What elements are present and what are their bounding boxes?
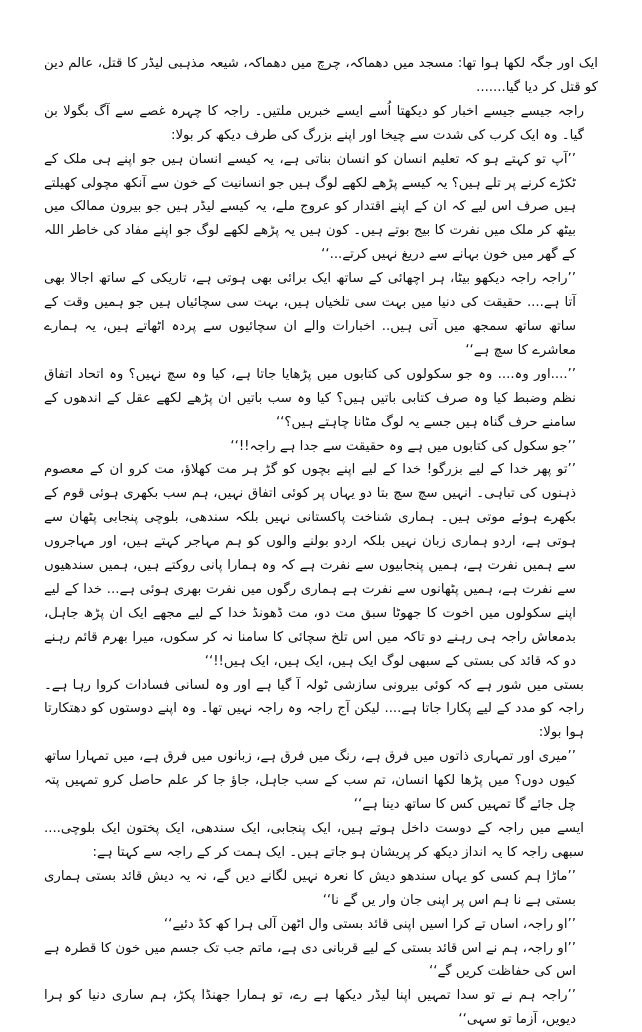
paragraph-town-noise: بستی میں شور ہے کہ کوئی بیرونی سازشی ٹولہ آ گیا ہے اور وہ لسانی فسادات کروا رہا ہے۔ راجہ کو مدد کے لیے پکارا جاتا ہے.... لیکن آج راجہ وہ راجہ نہیں تھا۔ وہ اپنے دوستوں کو دھتکارتا ہوا بولا: bbox=[44, 677, 584, 741]
urdu-text-body bbox=[44, 52, 598, 1032]
quote-punjabi-friend: ’’او راجہ، اساں تے کرا اسیں اپنی قائد بستی وال اٹھن آلی ہرا کھ کڈ دئیے‘‘ bbox=[163, 916, 576, 932]
quote-pashtun-friend: ’’ماڑا ہم کسی کو یہاں سندھو دیش کا نعرہ نہیں لگانے دیں گے، نہ یہ دیش قائد بستی ہماری بستی ہے نا ہم اس پر اپنی جان وار یں گے نا‘‘ bbox=[44, 868, 576, 908]
quote-raja-plea: ’’تو پھر خدا کے لیے بزرگو! خدا کے لیے اپنے بچوں کو گڑ ہر مت کھلاؤ، مت کرو ان کے معصوم ذہنوں کی تباہی۔ انہیں سچ سچ بتا دو یہاں پر کوئی اتفاق نہیں، ہم سب بکھری ہوئی قوم کے بکھرے ہوئے موتی ہیں۔ ہماری شناخت پاکستانی نہیں بلکہ سندھی، بلوچی پنجابی پٹھان سے ہوتی ہے، اردو ہماری زبان نہیں بلکہ اردو بولنے والوں کو ہم مہاجر کہتے ہیں، اور مہاجروں سے ہمیں نفرت ہے، ہمیں پنجابیوں سے نفرت ہے کہ وہ ہمارا پانی روکتے ہیں، ہمیں سندھیوں سے نفرت ہے، ہمیں پٹھانوں سے نفرت ہے ہماری رگوں میں نفرت بھری ہوئی ہے... خدا کے لیے اپنے سکولوں میں اخوت کا جھوٹا سبق مت دو، مت ڈھونڈ خدا کے لیے مجھے ایک ان پڑھ جاہل، بدمعاش راجہ ہی رہنے دو تاکہ میں اس تلخ سچائی کا سامنا نہ کر سکوں، میرا بھرم قائم رہنے دو کہ قائد کی بستی کے سبھی لوگ ایک ہیں، ایک ہیں، ایک ہیں!!‘‘ bbox=[44, 462, 576, 669]
quote-raja-schoolbooks: ’’....اور وہ.... وہ جو سکولوں کی کتابوں میں پڑھایا جاتا ہے، کیا وہ سچ نہیں؟ وہ اتحاد اتفاق نظم وضبط کیا وہ صرف کتابی باتیں ہیں؟ کیا وہ سب باتیں ان پڑھے لکھے عقل کے اندھوں کے سامنے حرف گناہ ہیں جسے یہ لوگ مٹانا چاہتے ہیں؟‘‘ bbox=[44, 366, 576, 430]
quote-baloch-friend: ’’راجہ ہم نے تو سدا تمہیں اپنا لیڈر دیکھا ہے رے، تو ہمارا جھنڈا پکڑ، ہم ساری دنیا کو ہرا دیویں، آزما تو سہی‘‘ bbox=[44, 988, 576, 1028]
quote-raja-rejects-friends: ’’میری اور تمہاری ذاتوں میں فرق ہے، رنگ میں فرق ہے، زبانوں میں فرق ہے، میں تمہارا ساتھ کیوں دوں؟ میں پڑھا لکھا انسان، تم سب کے سب جاہل، جاؤ جا کر علم حاصل کرو تمہیں پتہ چل جائے گا تمہیں کس کا ساتھ دینا ہے‘‘ bbox=[44, 749, 576, 813]
quote-elder-truth: ’’جو سکول کی کتابوں میں ہے وہ حقیقت سے جدا ہے راجہ!!‘‘ bbox=[230, 438, 576, 454]
quote-elder-reply: ’’راجہ راجہ دیکھو بیٹا، ہر اچھائی کے ساتھ ایک برائی بھی ہوتی ہے، تاریکی کے ساتھ اجالا بھی آتا ہے.... حقیقت کی دنیا میں بہت سی تلخیاں ہیں، بہت سی سچائیاں ہیں جو ہمیں وقت کے ساتھ ساتھ سمجھ میں آتی ہیں.. اخبارات والے ان سچائیوں سے پردہ اٹھاتے ہیں، یہ ہمارے معاشرے کا سچ ہے‘‘ bbox=[44, 271, 576, 358]
quote-sindhi-friend: ’’او راجہ، ہم نے اس قائد بستی کے لیے قربانی دی ہے، ماتم جب تک جسم میں خون کا قطرہ ہے اس کی حفاظت کریں گے‘‘ bbox=[44, 940, 576, 980]
quote-raja-question: ’’آپ تو کہتے ہو کہ تعلیم انسان کو انسان بناتی ہے، یہ کیسے انسان ہیں جو اپنے ہی ملک کے ٹکڑے کرنے پر تلے ہیں؟ یہ کیسے پڑھے لکھے لوگ ہیں جو انسانیت کے خون سے آنکھ مچولی کھیلتے ہیں صرف اس لیے کہ ان کے اپنے اقتدار کو عروج ملے، یہ کیسے لیڈر ہیں جو بیرون ممالک میں بیٹھ کر ملک میں نفرت کا بیج بوتے ہیں۔ کون ہیں یہ پڑھے لکھے لوگ جو اپنے مفاد کی خاطر اللہ کے گھر میں خون بہانے سے دریغ نہیں کرتے...‘‘ bbox=[44, 151, 576, 263]
paragraph-friends-arrive: ایسے میں راجہ کے دوست داخل ہوتے ہیں، ایک پنجابی، ایک سندھی، ایک پختون ایک بلوچی.... سبھی راجہ کا یہ انداز دیکھ کر پریشان ہو جاتے ہیں۔ ایک ہمت کر کے راجہ سے کہتا ہے: bbox=[44, 821, 584, 860]
paragraph-headline-note: ایک اور جگہ لکھا ہوا تھا: مسجد میں دھماکہ، چرچ میں دھماکہ، شیعہ مذہبی لیڈر کا قتل، عالم دین کو قتل کر دیا گیا....... bbox=[44, 56, 598, 95]
paragraph-raja-reads: راجہ جیسے جیسے اخبار کو دیکھتا اُسے ایسے خبریں ملتیں۔ راجہ کا چہرہ غصے سے آگ بگولا بن گیا۔ وہ ایک کرب کی شدت سے چیخا اور اپنے بزرگ کی طرف دیکھ کر بولا: bbox=[44, 103, 584, 143]
